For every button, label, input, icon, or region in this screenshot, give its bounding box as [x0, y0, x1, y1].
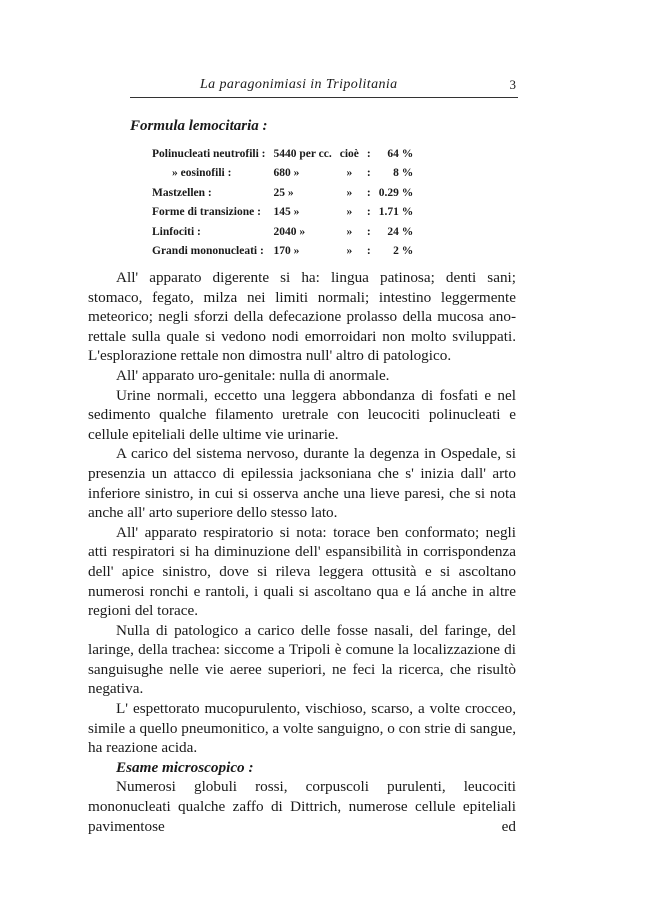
row-sep: :	[366, 167, 371, 180]
row-mid: cioè	[339, 148, 359, 160]
row-count: 170 »	[273, 245, 300, 258]
row-count: 5440 per cc.	[273, 148, 332, 160]
running-title: La paragonimiasi in Tripolitania	[200, 77, 398, 92]
leukocyte-formula-table	[148, 145, 417, 261]
paragraph-digestive: All' apparato digerente si ha: lingua patinosa; denti sani; stomaco, fegato, milza nei limiti normali; intestino leggermente meteorico; negli sforzi della defecazione prolasso della mucosa ano-rettale sulla quale si vedono nodi emorroidari non molto sviluppati. L'esplorazione rettale non dimostra null' altro di patologico.	[88, 269, 516, 365]
row-label: Polinucleati neutrofili :	[152, 148, 266, 160]
row-mid: »	[346, 167, 353, 180]
row-mid: »	[346, 186, 353, 199]
row-sep: :	[366, 245, 371, 258]
page-number: 3	[509, 77, 516, 92]
row-sep: :	[366, 148, 371, 160]
row-percent: 1.71 %	[378, 206, 414, 219]
paragraph-microscopic-findings: Numerosi globuli rossi, corpuscoli purulenti, leucociti mononucleati qualche zaffo di Dittrich, numerose cellule epiteliali pavimentose ed	[88, 778, 516, 835]
formula-title: Formula lemocitaria :	[130, 118, 268, 134]
row-percent: 64 %	[387, 148, 414, 160]
subheading-microscopic-exam: Esame microscopico :	[116, 758, 254, 776]
row-label: Linfociti :	[152, 225, 201, 238]
row-sep: :	[366, 186, 371, 199]
row-label: » eosinofili :	[172, 167, 232, 180]
row-percent: 24 %	[387, 225, 414, 238]
table-row	[148, 242, 417, 261]
row-mid: »	[346, 206, 353, 219]
paragraph-urine: Urine normali, eccetto una leggera abbondanza di fosfati e nel sedimento qualche filamento uretrale con leucociti polinucleati e cellule epiteliali delle ultime vie urinarie.	[88, 386, 516, 443]
row-count: 145 »	[273, 206, 300, 219]
table-row	[148, 164, 417, 183]
row-percent: 8 %	[393, 167, 414, 180]
row-mid: »	[346, 225, 353, 238]
row-label: Grandi mononucleati :	[152, 245, 264, 258]
table-row	[148, 203, 417, 222]
paragraph-sputum: L' espettorato mucopurulento, vischioso, scarso, a volte crocceo, simile a quello pneumonitico, a volte sanguigno, o con strie di sangue, ha reazione acida.	[88, 700, 516, 757]
row-sep: :	[366, 206, 371, 219]
row-mid: »	[346, 245, 353, 258]
row-percent: 0.29 %	[378, 186, 414, 199]
row-percent: 2 %	[393, 245, 414, 258]
paragraph-upper-airways: Nulla di patologico a carico delle fosse nasali, del faringe, del laringe, della trachea: siccome a Tripoli è comune la localizzazione di sanguisughe nelle vie aeree superiori, ne feci la ricerca, che risultò negativa.	[88, 621, 516, 698]
row-label: Forme di transizione :	[152, 206, 261, 219]
table-row	[148, 145, 417, 164]
row-label: Mastzellen :	[152, 186, 212, 199]
row-count: 2040 »	[273, 225, 306, 238]
row-count: 25 »	[273, 186, 294, 199]
running-header	[130, 77, 518, 98]
table-row	[148, 184, 417, 203]
paragraph-respiratory: All' apparato respiratorio si nota: torace ben conformato; negli atti respiratori si ha diminuzione dell' espansibilità in corrispondenza dell' apice sinistro, dove si rileva leggera ottusità e si ascoltano numerosi ronchi e rantoli, i quali si ascoltano qua e lá anche in altre regioni del torace.	[88, 523, 516, 620]
paragraph-nervous-system: A carico del sistema nervoso, durante la degenza in Ospedale, si presenzia un attacco di epilessia jacksoniana che s' inizia dall' arto inferiore sinistro, in cui si osserva anche una lieve paresi, che si nota anche all' arto superiore dello stesso lato.	[88, 445, 516, 522]
row-sep: :	[366, 225, 371, 238]
paragraph-urogenital: All' apparato uro-genitale: nulla di anormale.	[116, 366, 390, 384]
row-count: 680 »	[273, 167, 300, 180]
table-row	[148, 223, 417, 242]
body-text	[88, 268, 516, 836]
